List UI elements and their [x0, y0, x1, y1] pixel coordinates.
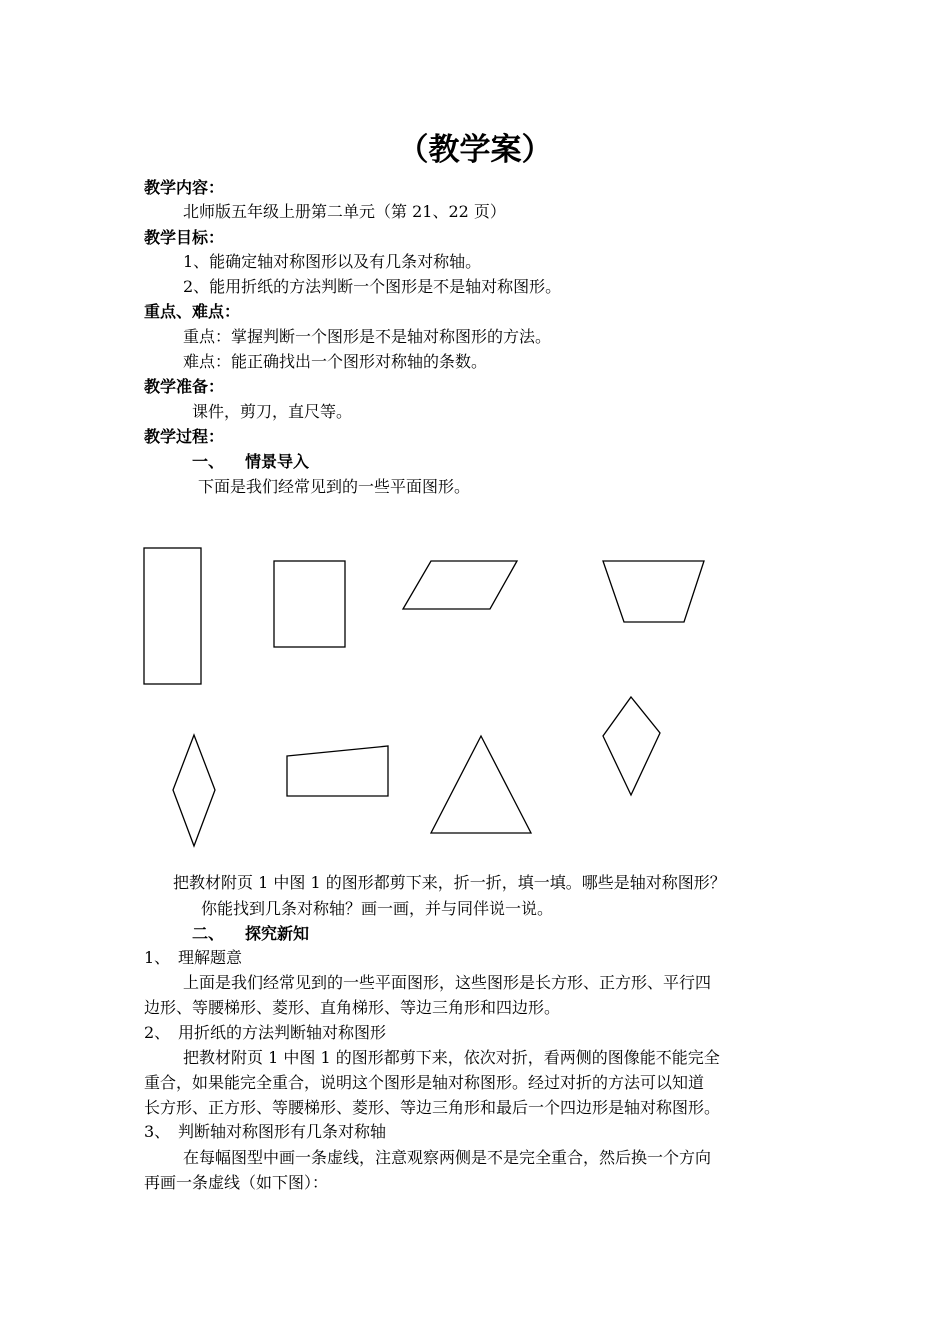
- sub3-num: 3、: [144, 1122, 171, 1141]
- paragraph-line: 上面是我们经常见到的一些平面图形，这些图形是长方形、正方形、平行四: [183, 973, 712, 992]
- right-trapezoid-shape: [287, 746, 388, 796]
- section1-title: 情景导入: [245, 452, 310, 471]
- isosceles-trapezoid-shape: [603, 561, 704, 622]
- goal-item: 1、能确定轴对称图形以及有几条对称轴。: [183, 252, 482, 271]
- paragraph-line: 再画一条虚线（如下图）：: [144, 1173, 329, 1192]
- sub1-num: 1、: [144, 948, 171, 967]
- goal-item: 2、能用折纸的方法判断一个图形是不是轴对称图形。: [183, 277, 562, 296]
- page-title: （教学案）: [397, 132, 553, 168]
- goals-heading: 教学目标：: [144, 228, 225, 247]
- section2-num: 二、: [192, 924, 225, 943]
- key-point: 重点：掌握判断一个图形是不是轴对称图形的方法。: [183, 327, 552, 346]
- section1-num: 一、: [192, 452, 225, 471]
- equilateral-triangle-shape: [431, 736, 531, 833]
- paragraph-line: 在每幅图型中画一条虚线，注意观察两侧是不是完全重合，然后换一个方向: [183, 1148, 712, 1167]
- section2-title: 探究新知: [245, 924, 310, 943]
- task-line: 把教材附页 1 中图 1 的图形都剪下来，折一折，填一填。哪些是轴对称图形？: [173, 873, 726, 892]
- rhombus-shape: [173, 735, 215, 846]
- content-text: 北师版五年级上册第二单元（第 21、22 页）: [183, 202, 506, 221]
- preparation-text: 课件，剪刀，直尺等。: [192, 402, 353, 421]
- paragraph-line: 把教材附页 1 中图 1 的图形都剪下来，依次对折，看两侧的图像能不能完全: [183, 1048, 720, 1067]
- parallelogram-shape: [403, 561, 517, 609]
- process-heading: 教学过程：: [144, 427, 225, 446]
- sub2-num: 2、: [144, 1023, 171, 1042]
- sub3-title: 判断轴对称图形有几条对称轴: [178, 1122, 387, 1141]
- task-line: 你能找到几条对称轴？画一画，并与同伴说一说。: [201, 899, 554, 918]
- rectangle-shape: [144, 548, 201, 684]
- difficult-point: 难点：能正确找出一个图形对称轴的条数。: [183, 352, 488, 371]
- content-heading: 教学内容：: [144, 178, 225, 197]
- paragraph-line: 重合，如果能完全重合，说明这个图形是轴对称图形。经过对折的方法可以知道: [144, 1073, 705, 1092]
- preparation-heading: 教学准备：: [144, 377, 225, 396]
- quadrilateral-shape: [603, 697, 660, 795]
- key-points-heading: 重点、难点：: [144, 302, 241, 321]
- section1-intro: 下面是我们经常见到的一些平面图形。: [198, 477, 471, 496]
- paragraph-line: 边形、等腰梯形、菱形、直角梯形、等边三角形和四边形。: [144, 998, 561, 1017]
- sub2-title: 用折纸的方法判断轴对称图形: [178, 1023, 387, 1042]
- square-shape: [274, 561, 345, 647]
- sub1-title: 理解题意: [178, 948, 243, 967]
- paragraph-line: 长方形、正方形、等腰梯形、菱形、等边三角形和最后一个四边形是轴对称图形。: [144, 1098, 721, 1117]
